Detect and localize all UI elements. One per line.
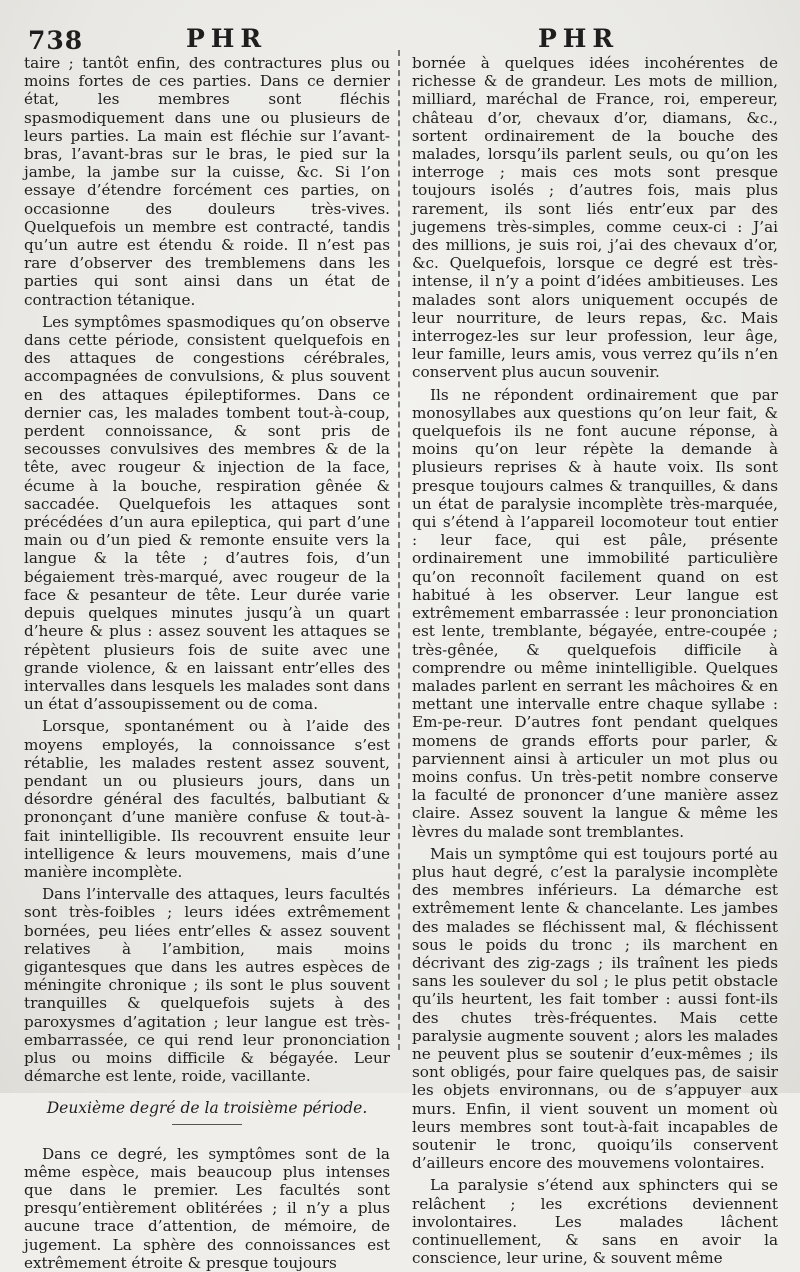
- left-paragraph-4: Dans l’intervalle des attaques, leurs facultés sont très-foibles ; leurs idées extrêmement bornées, peu liées entr’elles & assez souvent relatives à l’ambition, mais moins gigantesques que dans les autres espèces de méningite chronique ; ils sont le plus souvent tranquilles & quelquefois sujets à des paroxysmes d’agitation ; leur langue est très-embarrassée, ce qui rend leur prononciation plus ou moins difficile & bégayée. Leur démarche est lente, roide, vacillante.: [24, 885, 390, 1086]
- section-heading: Deuxième degré de la troisième période.: [24, 1099, 390, 1124]
- column-divider: [398, 50, 401, 1050]
- right-paragraph-3: Mais un symptôme qui est toujours porté au plus haut degré, c’est la paralysie incomplète des membres inférieurs. La démarche est extrêmement lente & chancelante. Les jambes des malades se fléchissent mal, & fléchissent sous le poids du tronc ; ils marchent en décrivant des zig-zags ; ils traînent les pieds sans les soulever du sol ; le plus petit obstacle qu’ils heurtent, les fait tomber : aussi font-ils des chutes très-fréquentes. Mais cette paralysie augmente souvent ; alors les malades ne peuvent plus se soutenir d’eux-mêmes ; ils sont obligés, pour faire quelques pas, de saisir les objets environnans, ou de s’appuyer aux murs. Enfin, il vient souvent un moment où leurs membres sont tout-à-fait incapables de soutenir le tronc, quoiqu’ils conservent d’ailleurs encore des mouvemens volontaires.: [412, 844, 778, 1173]
- right-paragraph-2: Ils ne répondent ordinairement que par monosyllabes aux questions qu’on leur fait, & quelquefois ils ne font aucune réponse, à moins qu’on leur répète la demande à plusieurs reprises & à haute voix. Ils sont presque toujours calmes & tranquilles, & dans un état de paralysie incomplète très-marquée, qui s’étend à l’appareil locomoteur tout entier : leur face, qui est pâle, présente ordinairement une immobilité particulière qu’on reconnoît facilement quand on est habitué à les observer. Leur langue est extrêmement embarrassée : leur prononciation est lente, tremblante, bégayée, entre-coupée ; très-gênée, & quelquefois difficile à comprendre ou même inintelligible. Quelques malades parlent en serrant les mâchoires & en mettant une intervalle entre chaque syllabe : Em-pe-reur. D’autres font pendant quelques momens de grands efforts pour parler, & parviennent ainsi à articuler un mot plus ou moins confus. Un très-petit nombre conserve la faculté de prononcer d’une manière assez claire. Assez souvent la langue & même les lèvres du malade sont tremblantes.: [412, 385, 778, 841]
- left-column: [24, 54, 390, 1272]
- left-paragraph-5: Dans ce degré, les symptômes sont de la même espèce, mais beaucoup plus intenses que dans le premier. Les facultés sont presqu’entièrement oblitérées ; il n’y a plus aucune trace d’attention, de mémoire, de jugement. La sphère des connoissances est extrêmement étroite & presque toujours: [24, 1144, 390, 1272]
- right-column: [412, 54, 778, 1267]
- right-paragraph-4: La paralysie s’étend aux sphincters qui se relâchent ; les excrétions deviennent involontaires. Les malades lâchent continuellement, & sans en avoir la conscience, leur urine, & souvent même: [412, 1176, 778, 1268]
- right-paragraph-1: bornée à quelques idées incohérentes de richesse & de grandeur. Les mots de million, milliard, maréchal de France, roi, empereur, château d’or, chevaux d’or, diamans, &c., sortent ordinairement de la bouche des malades, lorsqu’ils parlent seuls, ou qu’on les interroge ; mais ces mots sont presque toujours isolés ; d’autres fois, mais plus rarement, ils sont liés entr’eux par des jugemens très-simples, comme ceux-ci : J’ai des millions, je suis roi, j’ai des chevaux d’or, &c. Quelquefois, lorsque ce degré est très-intense, il n’y a point d’idées ambitieuses. Les malades sont alors uniquement occupés de leur nourriture, de leurs repas, &c. Mais interrogez-les sur leur profession, leur âge, leur famille, leurs amis, vous verrez qu’ils n’en conservent plus aucun souvenir.: [412, 54, 778, 382]
- left-paragraph-3: Lorsque, spontanément ou à l’aide des moyens employés, la connoissance s’est rétablie, les malades restent assez souvent, pendant un ou plusieurs jours, dans un désordre général des facultés, balbutiant & prononçant d’une manière confuse & tout-à-fait inintelligible. Ils recouvrent ensuite leur intelligence & leurs mouvemens, mais d’une manière incomplète.: [24, 717, 390, 881]
- left-paragraph-2: Les symptômes spasmodiques qu’on observe dans cette période, consistent quelquefois en des attaques de congestions cérébrales, accompagnées de convulsions, & plus souvent en des attaques épileptiformes. Dans ce dernier cas, les malades tombent tout-à-coup, perdent connoissance, & sont pris de secousses convulsives des membres & de la tête, avec rougeur & injection de la face, écume à la bouche, respiration gênée & saccadée. Quelquefois les attaques sont précédées d’un aura epileptica, qui part d’une main ou d’un pied & remonte ensuite vers la langue & la tête ; d’autres fois, d’un bégaiement très-marqué, avec rougeur de la face & pesanteur de tête. Leur durée varie depuis quelques minutes jusqu’à un quart d’heure & plus : assez souvent les attaques se répètent plusieurs fois de suite avec une grande violence, & en laissant entr’elles des intervalles dans lesquels les malades sont dans un état d’assoupissement ou de coma.: [24, 312, 390, 714]
- running-head-left: PHR: [186, 24, 268, 53]
- running-head-right: PHR: [538, 24, 620, 53]
- page-number: 738: [28, 26, 84, 55]
- left-paragraph-1: taire ; tantôt enfin, des contractures plus ou moins fortes de ces parties. Dans ce dernier état, les membres sont fléchis spasmodiquement dans une ou plusieurs de leurs parties. La main est fléchie sur l’avant-bras, l’avant-bras sur le bras, le pied sur la jambe, la jambe sur la cuisse, &c. Si l’on essaye d’étendre forcément ces parties, on occasionne des douleurs très-vives. Quelquefois un membre est contracté, tandis qu’un autre est étendu & roide. Il n’est pas rare d’observer des tremblemens dans les parties qui sont ainsi dans un état de contraction tétanique.: [24, 54, 390, 309]
